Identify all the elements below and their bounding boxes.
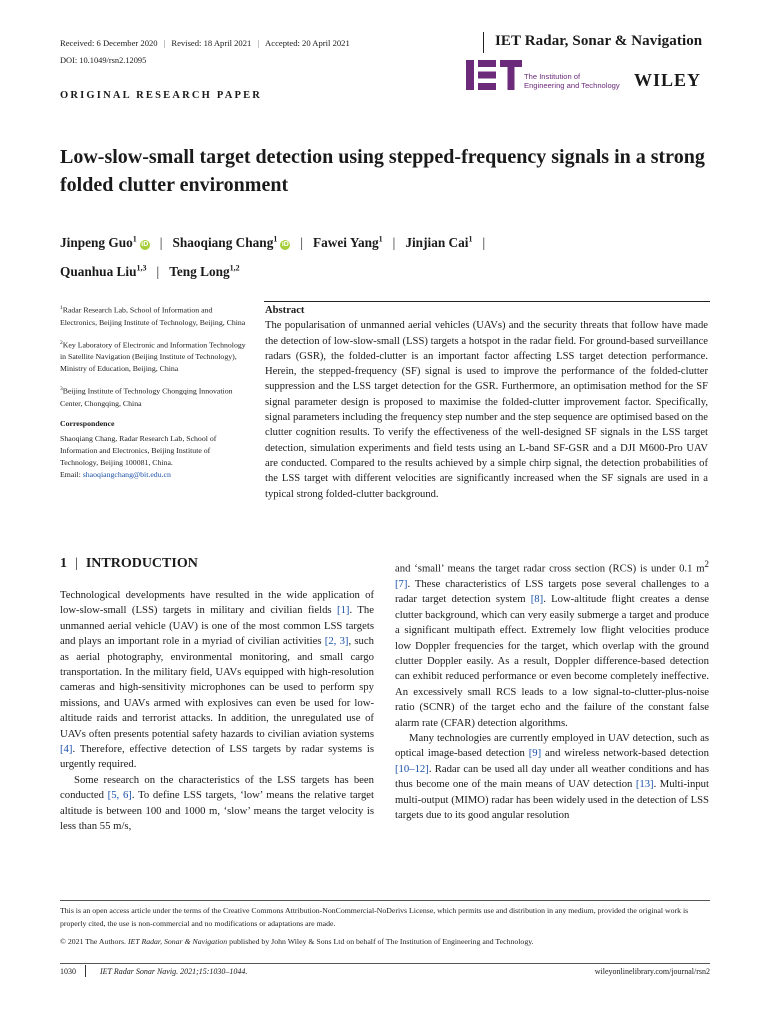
author[interactable]: Fawei Yang$^1$ (313, 235, 383, 251)
citation-link[interactable]: [9] (528, 747, 542, 760)
footer-rule (60, 900, 710, 901)
email-link[interactable]: shaoqiangchang@bit.edu.cn (82, 469, 171, 479)
author-separator: | (482, 235, 486, 251)
header-divider (483, 32, 484, 53)
author[interactable]: Jinjian Cai$^1$ (405, 235, 473, 251)
author-list (60, 227, 740, 284)
abstract-heading: Abstract (265, 305, 305, 316)
author-separator: | (300, 235, 304, 251)
correspondence-heading: Correspondence (60, 418, 115, 428)
author-separator: | (159, 235, 163, 251)
text-run: . Radar can be used all day under all weather conditions and has thus become one of the main means of UAV detection (395, 762, 709, 791)
text-run: Technological developments have resulted in the wide application of low-slow-small (LSS) targets in military and civilian fields (60, 589, 374, 617)
article-type: ORIGINAL RESEARCH PAPER (60, 90, 263, 101)
license-text: This is an open access article under the terms of the Creative Commons Attribution-NonCommercial-NoDerivs License, which permits use and distribution in any medium, provided the original work is properly cited, the use is non-commercial and no modifications or adaptations are made. (60, 906, 689, 928)
superscript: 2 (704, 559, 709, 569)
affiliation: $^1$Radar Research Lab, School of Information and Electronics, Beijing Institute of Technology, Beijing, China (60, 305, 246, 327)
text-run: Some research on the characteristics of the LSS targets has been conducted (60, 773, 374, 802)
citation-link[interactable]: [8] (530, 593, 544, 606)
affiliation: $^2$Key Laboratory of Electronic and Information Technology in Satellite Navigation (Beijing Institute of Technology), Ministry of Education, Beijing, China (60, 339, 246, 374)
citation-link[interactable]: [5, 6] (107, 789, 132, 802)
iet-line-1: The Institution of (524, 72, 581, 81)
text-run: . To define LSS targets, ‘low’ means the relative target altitude is between 100 and 1000 m, ‘slow’ means the target velocity is less than 55 m/s, (60, 789, 375, 833)
author[interactable]: Jinpeng Guo$^1$ (60, 235, 137, 251)
citation-link[interactable]: [2, 3] (324, 635, 349, 648)
body-column-right (395, 557, 709, 823)
text-run: . The unmanned aerial vehicle (UAV) is one of the most common LSS targets and plays an important role in a myriad of civilian activities (60, 604, 374, 648)
journal-citation: IET Radar Sonar Navig. 2021;15:1030–1044. (100, 967, 248, 976)
footer-divider (85, 965, 86, 977)
text-run: . Therefore, effective detection of LSS targets by radar systems is urgently required. (60, 743, 374, 771)
citation-link[interactable]: [10–12] (395, 762, 429, 775)
text-run: , such as aerial photography, environmental monitoring, and small cargo transportation. In the military field, UAVs equipped with high-resolution cameras and high-sensitivity microphones can be used to perform spy missions, and UAVs armed with explosives can even be used for low-altitude raids and terrorist attacks. In addition, the unregulated use of UAVs often presents potential safety hazards to civilian aviation systems (60, 635, 374, 740)
revised-date: Revised: 18 April 2021 (171, 38, 252, 48)
citation-link[interactable]: [1] (337, 604, 350, 617)
text-run: and ‘small’ means the target radar cross section (RCS) is under 0.1 m (395, 562, 705, 575)
copyright: © 2021 The Authors. IET Radar, Sonar & Navigation published by John Wiley & Sons Ltd on behalf of The Institution of Engineering and Technology. (60, 937, 534, 946)
iet-institution-name (524, 72, 620, 90)
author[interactable]: Teng Long$^{1,2}$ (169, 263, 240, 279)
body-column-left (60, 588, 374, 835)
text-run: . These characteristics of LSS targets pose several challenges to a radar target detection system (395, 577, 709, 606)
citation-link[interactable]: [13] (635, 778, 654, 791)
paragraph (60, 588, 374, 773)
paragraph (395, 731, 709, 823)
author[interactable]: Shaoqiang Chang$^1$ (172, 235, 278, 251)
abstract-rule (264, 301, 710, 302)
author-separator: | (392, 235, 396, 251)
journal-url[interactable]: wileyonlinelibrary.com/journal/rsn2 (594, 967, 710, 976)
orcid-icon[interactable]: iD (281, 241, 289, 249)
text-run: and wireless network-based detection (541, 747, 709, 760)
accepted-date: Accepted: 20 April 2021 (265, 38, 350, 48)
author[interactable]: Quanhua Liu$^{1,3}$ (60, 263, 147, 279)
journal-name[interactable]: IET Radar, Sonar & Navigation (495, 33, 703, 49)
wiley-logo: WILEY (634, 70, 702, 90)
text-run: . Multi-input multi-output (MIMO) radar has been widely used in the detection of LSS targets due to its good angular resolution (395, 778, 709, 822)
publication-dates: Received: 6 December 2020 | Revised: 18 April 2021 | Accepted: 20 April 2021 (60, 38, 350, 48)
doi[interactable]: DOI: 10.1049/rsn2.12095 (60, 56, 147, 65)
page-number: 1030 (60, 967, 76, 976)
author-separator: | (156, 263, 160, 279)
affiliation: $^3$Beijing Institute of Technology Chongqing Innovation Center, Chongqing, China (60, 386, 233, 408)
paper-title: Low-slow-small target detection using stepped-frequency signals in a strong folded clutter environment (60, 146, 705, 196)
iet-line-2: Engineering and Technology (524, 81, 620, 90)
page-footer-rule (60, 963, 710, 964)
section-heading: 1 | INTRODUCTION (60, 556, 198, 571)
correspondence: Shaoqiang Chang, Radar Research Lab, School of Information and Electronics, Beijing Institute of Technology, Beijing 100081, China. Email: shaoqiangchang@bit.edu.cn (60, 433, 217, 479)
license-footer (60, 904, 710, 953)
paragraph (60, 773, 374, 835)
citation-link[interactable]: [4] (60, 743, 73, 756)
affiliations (60, 302, 250, 489)
text-run: Many technologies are currently employed in UAV detection, such as optical image-based detection (395, 732, 709, 760)
abstract-text: The popularisation of unmanned aerial vehicles (UAVs) and the security threats that follow have made the detection of low-slow-small (LSS) targets a hotspot in the radar field. For ground-based surveillance radars (GSR), the folded-clutter is an important factor affecting LSS target detection performance. Herein, the stepped-frequency (SF) signal is used to improve the performance of the folded-clutter suppression and the LSS target detection for the GSR. Furthermore, an optimisation method for the SF signal parameter design is proposed to maximise the folded-clutter improvement factor. Specifically, signal parameters including the frequency step number and the step sequence are optimised based on the clutter cognition results. To verify the effectiveness of the well-designed SF signals in the LSS target detection, simulation experiments and field tests using an L-band SF-GSR and a DJI M600-Pro UAV are conducted. Compared to the results achieved by a simple chirp signal, the detection probabilities of the LSS target with different velocities are significantly increased when the SF signals are used in a typical strong folded-clutter background. (265, 320, 708, 500)
abstract (265, 303, 708, 502)
iet-logo-icon (466, 60, 522, 95)
received-date: Received: 6 December 2020 (60, 38, 158, 48)
text-run: . Low-altitude flight creates a dense clutter background, which can very easily submerge a target and produce a significant multipath effect. Extremely low flight velocities produce low Doppler frequencies for the target, which overlap with the ground clutter Doppler easily. As a result, Doppler difference-based detection can exhibit reduced performance or even become completely ineffective. An excessively small RCS leads to a low signal-to-clutter-plus-noise ratio (SCNR) of the target echo and the failure of the constant false alarm rate (CFAR) detection algorithms. (395, 593, 709, 729)
citation-link[interactable]: [7] (395, 577, 408, 590)
orcid-icon[interactable]: iD (141, 241, 149, 249)
paragraph (395, 557, 709, 731)
